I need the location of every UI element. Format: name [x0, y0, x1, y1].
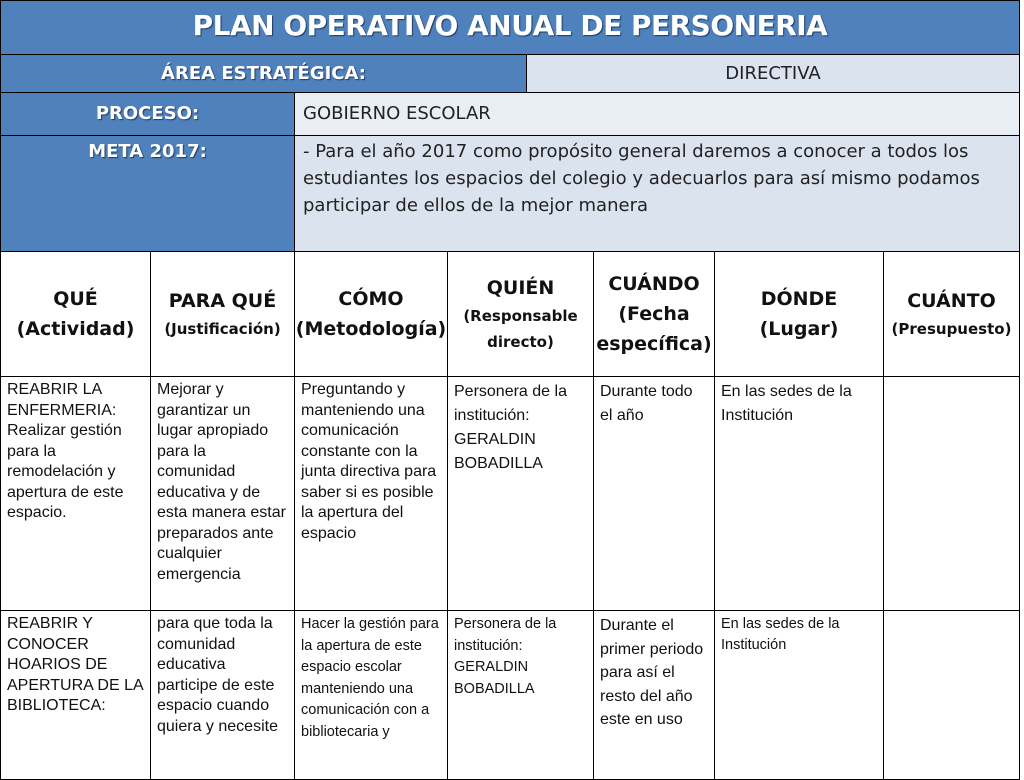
col-header-main: CÓMO	[338, 288, 404, 310]
table-cell-donde: En las sedes de la Institución	[714, 376, 884, 611]
col-header-main: QUÉ	[53, 288, 98, 310]
col-header-sub: (Presupuesto)	[891, 320, 1012, 338]
table-cell-como: Preguntando y manteniendo una comunicación constante con la junta directiva para saber si es posible la apertura del espacio	[294, 376, 448, 611]
col-header-sub: (Actividad)	[16, 318, 135, 340]
meta-value: - Para el año 2017 como propósito general daremos a conocer a todos los estudiantes los espacios del colegio y adecuarlos para así mismo podamos participar de ellos de la mejor manera	[303, 141, 980, 216]
col-header-que	[0, 251, 151, 377]
proceso-value: GOBIERNO ESCOLAR	[303, 103, 491, 124]
col-header-como	[294, 251, 448, 377]
area-label: ÁREA ESTRATÉGICA:	[161, 63, 366, 84]
table-cell-cuanto	[883, 610, 1020, 780]
col-header-main: CUÁNDO	[608, 273, 700, 295]
table-cell-que: REABRIR LA ENFERMERIA: Realizar gestión para la remodelación y apertura de este espacio.	[0, 376, 151, 611]
col-header-cuanto	[883, 251, 1020, 377]
table-cell-quien: Personera de la institución: GERALDIN BOBADILLA	[447, 610, 594, 780]
table-cell-quien: Personera de la institución: GERALDIN BOBADILLA	[447, 376, 594, 611]
col-header-main: DÓNDE	[760, 288, 838, 310]
table-cell-que: REABRIR Y CONOCER HOARIOS DE APERTURA DE LA BIBLIOTECA:	[0, 610, 151, 780]
col-header-sub: (Responsable directo)	[463, 307, 578, 351]
col-header-donde	[714, 251, 884, 377]
area-label-cell	[0, 54, 527, 93]
col-header-sub: (Fecha específica)	[596, 303, 712, 355]
col-header-cuando	[593, 251, 715, 377]
proceso-value-cell	[294, 92, 1020, 136]
meta-label: META 2017:	[88, 141, 207, 162]
col-header-quien	[447, 251, 594, 377]
table-cell-donde: En las sedes de la Institución	[714, 610, 884, 780]
area-value: DIRECTIVA	[725, 63, 821, 84]
page-title: PLAN OPERATIVO ANUAL DE PERSONERIA	[192, 9, 828, 42]
meta-value-cell	[294, 135, 1020, 252]
table-title-cell	[0, 0, 1020, 55]
col-header-main: CUÁNTO	[907, 290, 996, 312]
col-header-sub: (Justificación)	[164, 320, 281, 338]
col-header-main: QUIÉN	[486, 277, 555, 299]
table-cell-cuando: Durante todo el año	[593, 376, 715, 611]
col-header-main: PARA QUÉ	[168, 290, 277, 312]
table-cell-para-que: Mejorar y garantizar un lugar apropiado para la comunidad educativa y de esta manera estar preparados ante cualquier emergencia	[150, 376, 295, 611]
area-value-cell	[526, 54, 1020, 93]
col-header-sub: (Lugar)	[759, 318, 839, 340]
table-cell-cuando: Durante el primer periodo para así el resto del año este en uso	[593, 610, 715, 780]
meta-label-cell	[0, 135, 295, 252]
col-header-sub: (Metodología)	[295, 318, 447, 340]
table-cell-como: Hacer la gestión para la apertura de este espacio escolar manteniendo una comunicación con a bibliotecaria y	[294, 610, 448, 780]
proceso-label: PROCESO:	[95, 103, 200, 124]
proceso-label-cell	[0, 92, 295, 136]
col-header-para-que	[150, 251, 295, 377]
table-cell-cuanto	[883, 376, 1020, 611]
table-cell-para-que: para que toda la comunidad educativa participe de este espacio cuando quiera y necesite	[150, 610, 295, 780]
